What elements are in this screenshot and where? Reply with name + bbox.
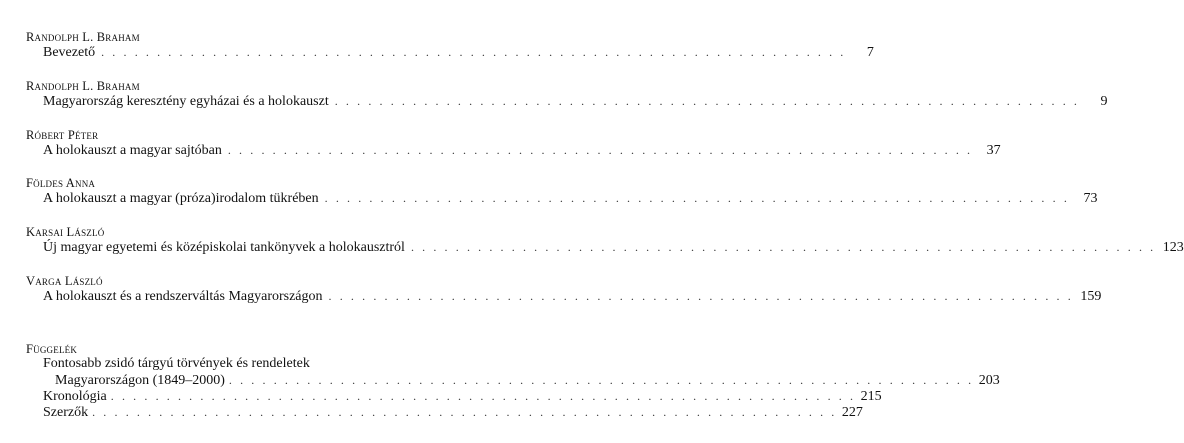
toc-entry xyxy=(26,79,1108,109)
entry-page-number: 9 xyxy=(1100,94,1108,109)
toc-line[interactable] xyxy=(43,190,1098,206)
appendix-item-title: Szerzők xyxy=(43,405,89,420)
appendix-page-number: 203 xyxy=(978,373,1000,388)
toc-line[interactable] xyxy=(43,288,1102,304)
entry-author: Földes Anna xyxy=(26,176,96,190)
toc-entry xyxy=(26,176,1098,206)
entry-author: Karsai László xyxy=(26,225,105,239)
appendix-item-title-line2: Magyarországon (1849–2000) xyxy=(55,373,225,388)
appendix-page-number: 227 xyxy=(841,405,863,420)
entry-author: Varga László xyxy=(26,274,103,288)
appendix-line[interactable] xyxy=(43,388,882,404)
entry-page-number: 159 xyxy=(1080,289,1102,304)
dot-leader: . . . . . . . . . . . . . . . . . . . . . . . . . . . . . . . . . . . . . . . . . . . . . . . . . . . . . . . . . . . . . . . . . . . xyxy=(334,94,1080,108)
dot-leader: . . . . . . . . . . . . . . . . . . . . . . . . . . . . . . . . . . . . . . . . . . . . . . . . . . . . . . . . . . . . . . . . . . . xyxy=(227,143,973,157)
dot-leader: . . . . . . . . . . . . . . . . . . . . . . . . . . . . . . . . . . . . . . . . . . . . . . . . . . . . . . . . . . . . . . . . . . . xyxy=(228,373,974,387)
toc-entry xyxy=(26,225,1184,255)
toc-line[interactable] xyxy=(43,142,1001,158)
entry-title: Magyarország keresztény egyházai és a holokauszt xyxy=(43,94,329,109)
appendix-heading: Függelék xyxy=(26,342,78,356)
appendix-item-title-line1[interactable]: Fontosabb zsidó tárgyú törvények és rendeletek xyxy=(43,356,310,371)
appendix-item-title: Kronológia xyxy=(43,389,107,404)
appendix-page-number: 215 xyxy=(860,389,882,404)
toc-entry xyxy=(26,128,1001,158)
appendix-line[interactable] xyxy=(43,404,863,420)
dot-leader: . . . . . . . . . . . . . . . . . . . . . . . . . . . . . . . . . . . . . . . . . . . . . . . . . . . . . . . . . . . . . . . . . . . xyxy=(410,240,1156,254)
entry-page-number: 7 xyxy=(866,45,874,60)
entry-author: Randolph L. Braham xyxy=(26,79,140,93)
dot-leader: . . . . . . . . . . . . . . . . . . . . . . . . . . . . . . . . . . . . . . . . . . . . . . . . . . . . . . . . . . . . . . . . . . . xyxy=(92,405,837,419)
entry-author: Randolph L. Braham xyxy=(26,30,140,44)
toc-entry xyxy=(26,30,874,60)
entry-page-number: 37 xyxy=(986,143,1001,158)
entry-page-number: 123 xyxy=(1162,240,1184,255)
entry-title: A holokauszt a magyar sajtóban xyxy=(43,143,222,158)
dot-leader: . . . . . . . . . . . . . . . . . . . . . . . . . . . . . . . . . . . . . . . . . . . . . . . . . . . . . . . . . . . . . . . . . . . xyxy=(328,289,1074,303)
entry-title: Bevezető xyxy=(43,45,96,60)
toc-line[interactable] xyxy=(43,44,874,60)
dot-leader: . . . . . . . . . . . . . . . . . . . . . . . . . . . . . . . . . . . . . . . . . . . . . . . . . . . . . . . . . . . . . . . . . . . xyxy=(101,45,846,59)
entry-title: A holokauszt és a rendszerváltás Magyarországon xyxy=(43,289,323,304)
entry-author: Róbert Péter xyxy=(26,128,99,142)
appendix-line[interactable] xyxy=(55,372,1000,388)
entry-page-number: 73 xyxy=(1083,191,1098,206)
toc-line[interactable] xyxy=(43,93,1108,109)
dot-leader: . . . . . . . . . . . . . . . . . . . . . . . . . . . . . . . . . . . . . . . . . . . . . . . . . . . . . . . . . . . . . . . . . . . xyxy=(324,191,1070,205)
entry-title: Új magyar egyetemi és középiskolai tankönyvek a holokausztról xyxy=(43,240,405,255)
toc-line[interactable] xyxy=(43,239,1184,255)
dot-leader: . . . . . . . . . . . . . . . . . . . . . . . . . . . . . . . . . . . . . . . . . . . . . . . . . . . . . . . . . . . . . . . . . . . xyxy=(110,389,856,403)
entry-title: A holokauszt a magyar (próza)irodalom tükrében xyxy=(43,191,319,206)
toc-entry xyxy=(26,274,1102,304)
